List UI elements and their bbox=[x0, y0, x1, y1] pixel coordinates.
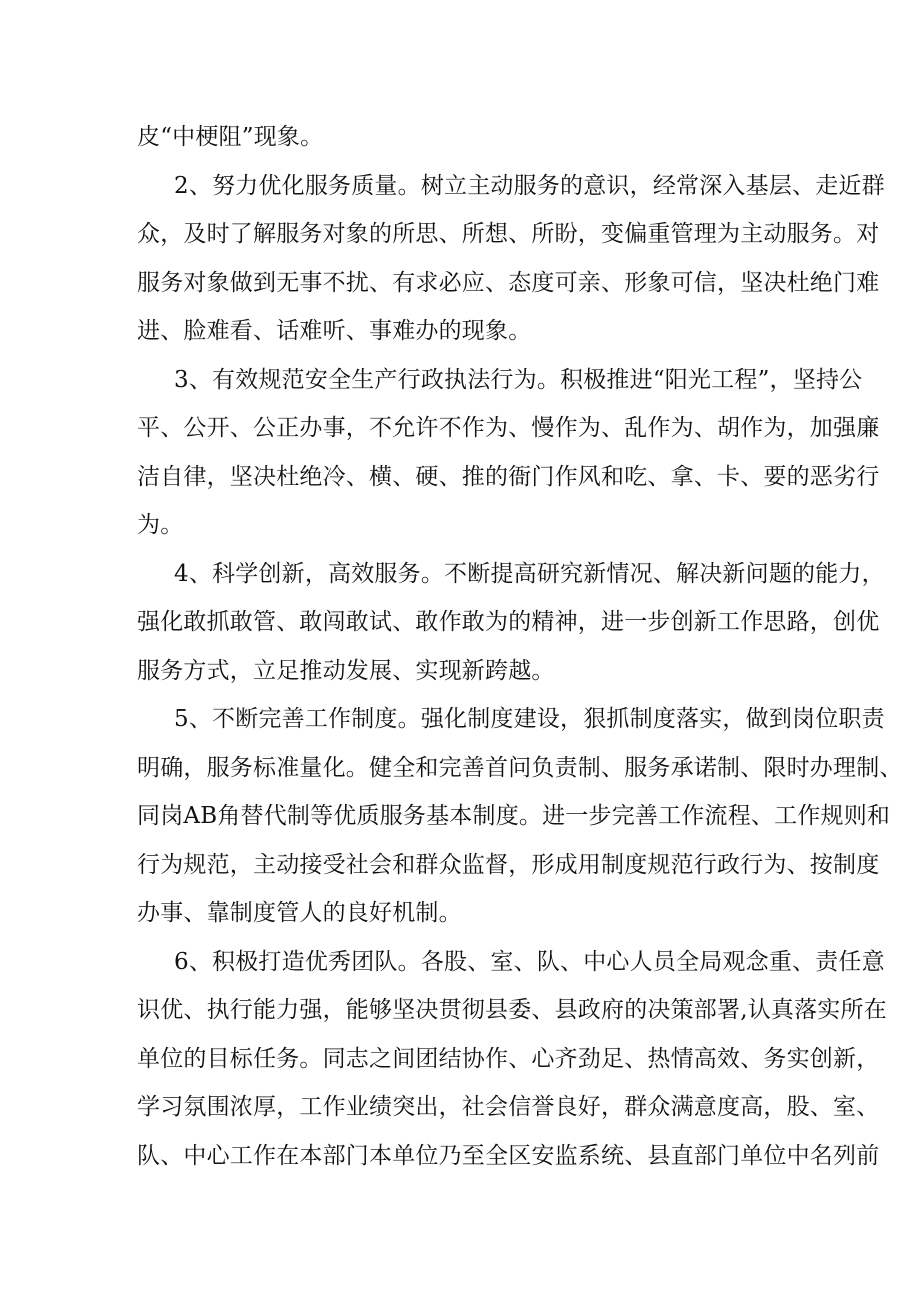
text-line: 6、积极打造优秀团队。各股、室、队、中心人员全局观念重、责任意 bbox=[174, 948, 885, 975]
paragraph-service-quality bbox=[137, 162, 885, 356]
text-line: 明确，服务标准量化。健全和完善首问负责制、服务承诺制、限时办理制、 bbox=[137, 754, 903, 781]
text-line: 5、不断完善工作制度。强化制度建设，狠抓制度落实，做到岗位职责 bbox=[174, 706, 885, 732]
document-body bbox=[137, 113, 903, 1180]
text-line: 办事、靠制度管人的良好机制。 bbox=[137, 900, 462, 926]
text-line: 单位的目标任务。同志之间团结协作、心齐劲足、热情高效、务实创新， bbox=[137, 1045, 880, 1072]
text-line: 队、中心工作在本部门本单位乃至全区安监系统、县直部门单位中名列前 bbox=[137, 1142, 880, 1169]
text-line: 学习氛围浓厚，工作业绩突出，社会信誉良好，群众满意度高，股、室、 bbox=[137, 1094, 880, 1120]
paragraph-innovation bbox=[137, 550, 885, 696]
text-line: 众，及时了解服务对象的所思、所想、所盼，变偏重管理为主动服务。对 bbox=[137, 221, 880, 247]
text-line: 为。 bbox=[137, 512, 184, 538]
text-line: 进、脸难看、话难听、事难办的现象。 bbox=[137, 318, 532, 344]
text-line: 行为规范，主动接受社会和群众监督，形成用制度规范行政行为、按制度 bbox=[137, 851, 880, 878]
text-line: 同岗AB角替代制等优质服务基本制度。进一步完善工作流程、工作规则和 bbox=[137, 803, 891, 829]
text-line: 服务方式，立足推动发展、实现新跨越。 bbox=[137, 657, 555, 684]
text-line: 服务对象做到无事不扰、有求必应、态度可亲、形象可信，坚决杜绝门难 bbox=[137, 269, 880, 296]
paragraph-team-building bbox=[137, 938, 887, 1181]
text-line: 4、科学创新，高效服务。不断提高研究新情况、解决新问题的能力， bbox=[174, 560, 885, 587]
text-line: 2、努力优化服务质量。树立主动服务的意识，经常深入基层、走近群 bbox=[174, 172, 885, 199]
text-line: 3、有效规范安全生产行政执法行为。积极推进“阳光工程”，坚持公 bbox=[174, 366, 863, 393]
paragraph-law-enforcement bbox=[137, 356, 880, 550]
text-line: 皮“中梗阻”现象。 bbox=[137, 124, 324, 150]
text-line: 洁自律，坚决杜绝冷、横、硬、推的衙门作风和吃、拿、卡、要的恶劣行 bbox=[137, 463, 880, 490]
paragraph-continuation bbox=[137, 113, 787, 162]
text-line: 识优、执行能力强，能够坚决贯彻县委、县政府的决策部署,认真落实所在 bbox=[137, 997, 887, 1023]
paragraph-work-system bbox=[137, 695, 903, 938]
text-line: 平、公开、公正办事，不允许不作为、慢作为、乱作为、胡作为，加强廉 bbox=[137, 415, 880, 441]
text-line: 强化敢抓敢管、敢闯敢试、敢作敢为的精神，进一步创新工作思路，创优 bbox=[137, 609, 880, 635]
